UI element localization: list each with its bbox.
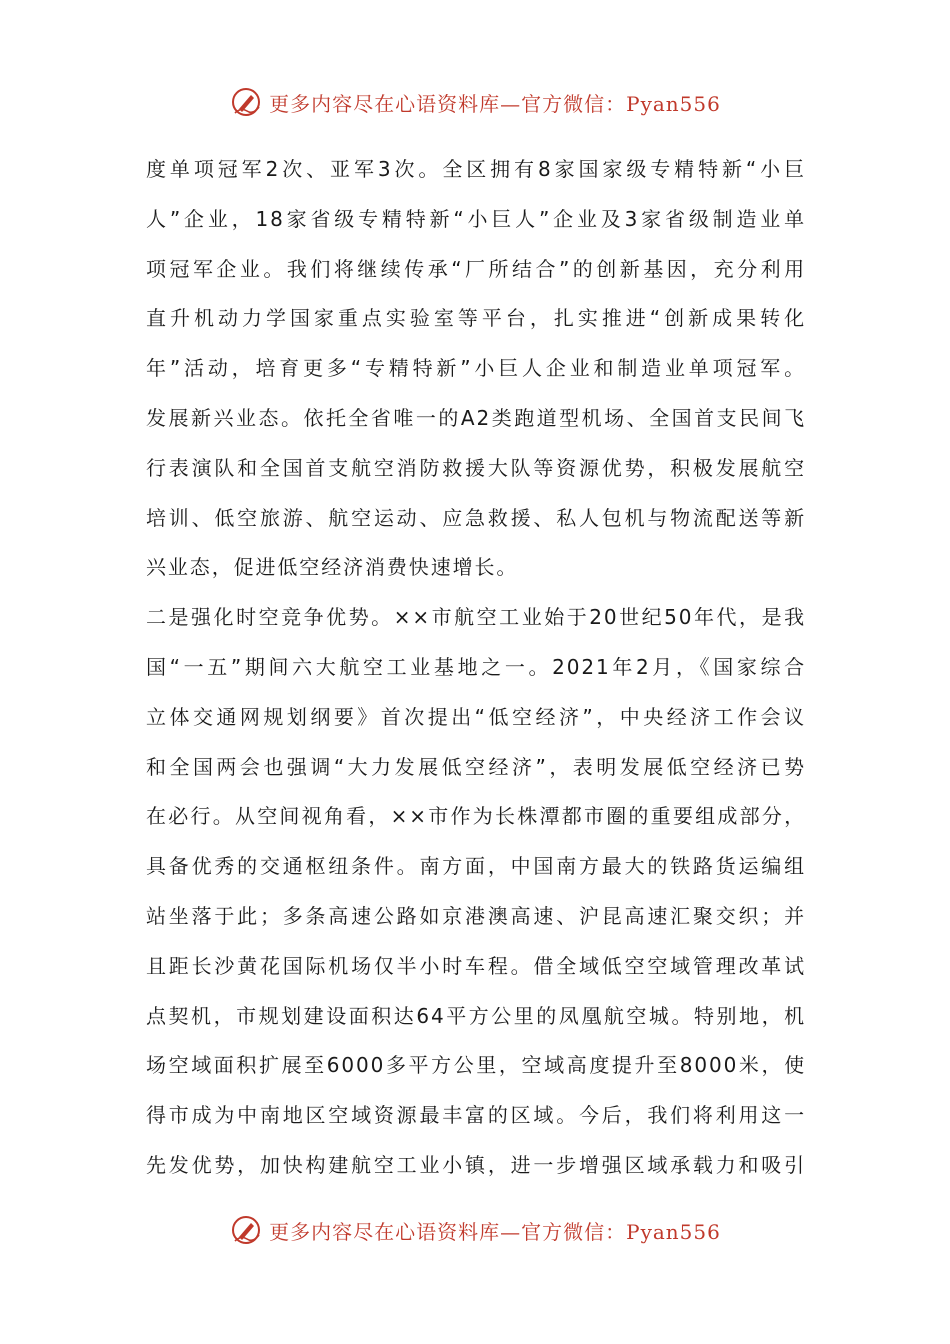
text-line: 具备优秀的交通枢纽条件。南方面，中国南方最大的铁路货运编组 (146, 854, 806, 879)
text-line: 和全国两会也强调“大力发展低空经济”，表明发展低空经济已势 (146, 754, 806, 779)
text-line: 场空域面积扩展至6000多平方公里，空域高度提升至8000米，使 (146, 1053, 806, 1078)
text-line: 发展新兴业态。依托全省唯一的A2类跑道型机场、全国首支民间飞 (146, 405, 806, 430)
text-line: 站坐落于此；多条高速公路如京港澳高速、沪昆高速汇聚交织；并 (146, 903, 806, 928)
text-line: 国“一五”期间六大航空工业基地之一。2021年2月，《国家综合 (146, 654, 806, 679)
watermark-text: 更多内容尽在心语资料库—官方微信：Pyan556 (269, 1219, 721, 1244)
text-line: 度单项冠军2次、亚军3次。全区拥有8家国家级专精特新“小巨 (146, 157, 806, 181)
text-line: 人”企业，18家省级专精特新“小巨人”企业及3家省级制造业单 (146, 206, 806, 231)
watermark-text: 更多内容尽在心语资料库—官方微信：Pyan556 (269, 91, 721, 116)
text-line: 行表演队和全国首支航空消防救援大队等资源优势，积极发展航空 (146, 455, 806, 480)
pen-logo-icon (229, 85, 263, 119)
header-watermark-banner (0, 82, 950, 122)
document-body (146, 145, 806, 1191)
text-line: 二是强化时空竞争优势。××市航空工业始于20世纪50年代，是我 (146, 605, 806, 630)
text-line: 立体交通网规划纲要》首次提出“低空经济”，中央经济工作会议 (146, 704, 806, 729)
text-line: 年”活动，培育更多“专精特新”小巨人企业和制造业单项冠军。 (146, 356, 806, 381)
text-line: 项冠军企业。我们将继续传承“厂所结合”的创新基因，充分利用 (146, 256, 806, 281)
text-line: 兴业态，促进低空经济消费快速增长。 (146, 555, 519, 580)
pen-logo-icon (229, 1213, 263, 1247)
text-line: 得市成为中南地区空域资源最丰富的区域。今后，我们将利用这一 (146, 1103, 806, 1128)
text-line: 且距长沙黄花国际机场仅半小时车程。借全域低空空域管理改革试 (146, 953, 806, 978)
text-line: 培训、低空旅游、航空运动、应急救援、私人包机与物流配送等新 (146, 505, 806, 530)
text-line: 先发优势，加快构建航空工业小镇，进一步增强区域承载力和吸引 (146, 1152, 806, 1177)
text-line: 点契机，市规划建设面积达64平方公里的凤凰航空城。特别地，机 (146, 1003, 806, 1028)
text-line: 直升机动力学国家重点实验室等平台，扎实推进“创新成果转化 (146, 306, 806, 331)
text-line: 在必行。从空间视角看，××市作为长株潭都市圈的重要组成部分， (146, 804, 806, 829)
footer-watermark-banner (0, 1210, 950, 1250)
